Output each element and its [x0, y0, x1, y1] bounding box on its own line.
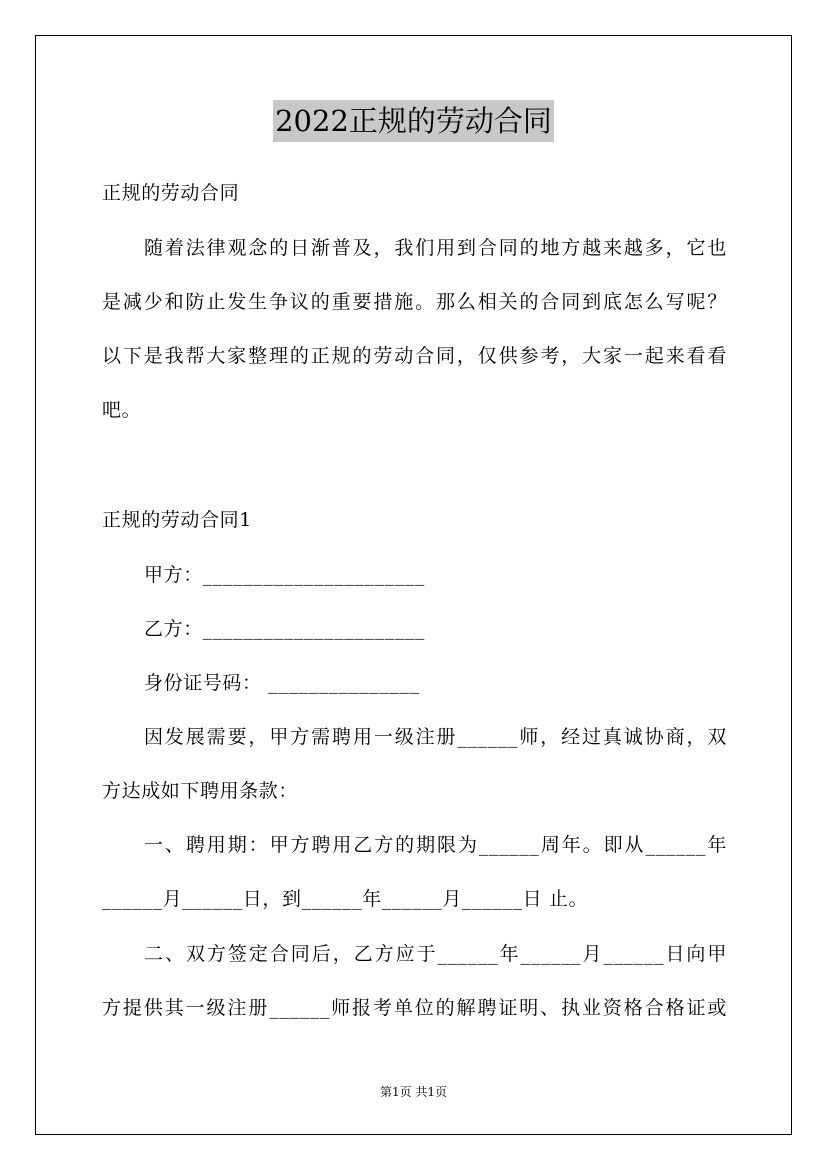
intro-line-4: 吧。 [102, 399, 142, 421]
document-title: 2022正规的劳动合同 [273, 100, 554, 142]
body-line-2: 方达成如下聘用条款： [102, 780, 299, 802]
id-number-field: 身份证号码： _______________ [144, 672, 420, 694]
intro-line-2: 是减少和防止发生争议的重要措施。那么相关的合同到底怎么写呢？ [102, 291, 727, 313]
party-a-field: 甲方：______________________ [144, 564, 425, 586]
document-subtitle: 正规的劳动合同 [102, 182, 240, 204]
body-line-3: 一、聘用期：甲方聘用乙方的期限为______周年。即从______年 [144, 834, 727, 856]
section-title: 正规的劳动合同1 [102, 509, 252, 531]
body-line-6: 方提供其一级注册______师报考单位的解聘证明、执业资格合格证或 [102, 997, 727, 1019]
intro-line-1: 随着法律观念的日渐普及，我们用到合同的地方越来越多，它也 [144, 237, 727, 259]
page-footer: 第1页 共1页 [379, 1085, 448, 1099]
party-b-field: 乙方：______________________ [144, 618, 425, 640]
intro-line-3: 以下是我帮大家整理的正规的劳动合同，仅供参考，大家一起来看看 [102, 345, 727, 367]
body-line-4: ______月______日，到______年______月______日 止。 [102, 888, 589, 910]
body-line-1: 因发展需要，甲方需聘用一级注册______师，经过真诚协商，双 [144, 726, 727, 748]
title-container [0, 100, 827, 142]
body-line-5: 二、双方签定合同后，乙方应于______年______月______日向甲 [144, 943, 727, 965]
